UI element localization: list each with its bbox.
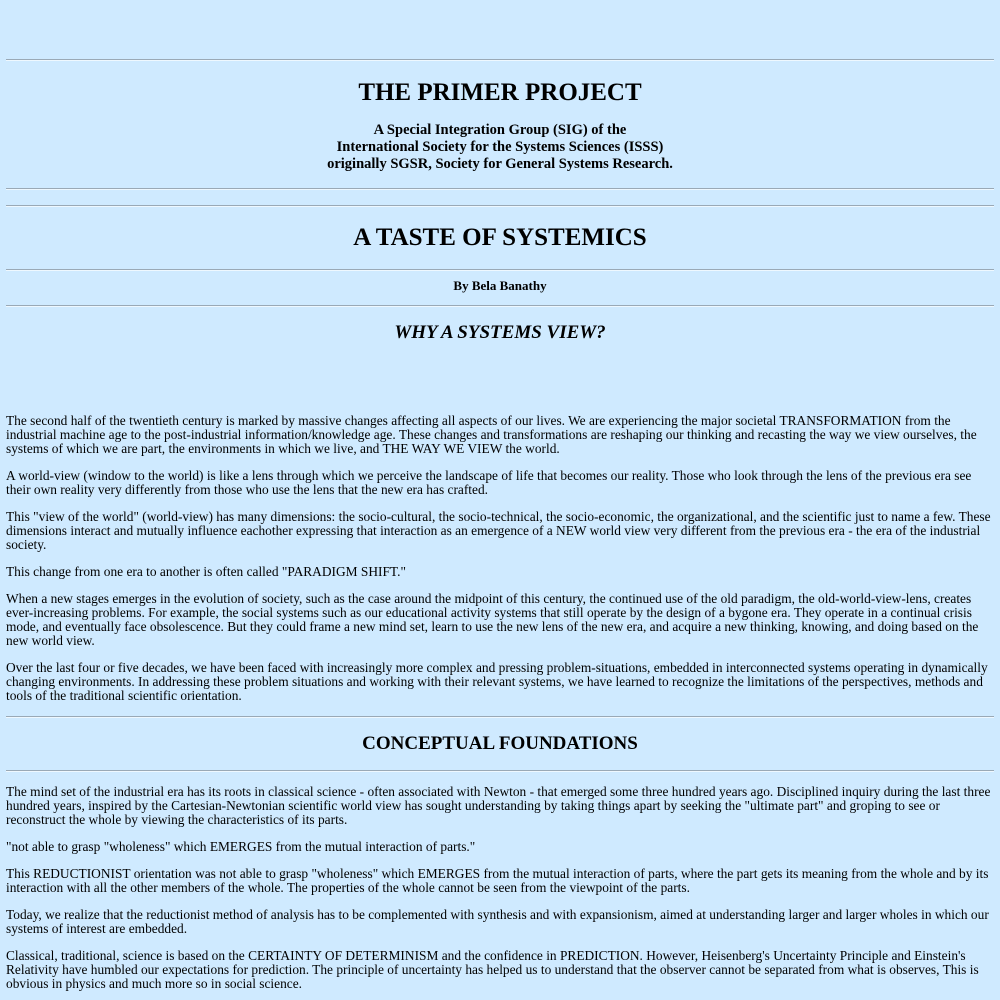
site-title: THE PRIMER PROJECT — [358, 79, 642, 106]
paragraph: Over the last four or five decades, we have been faced with increasingly more complex and pressing problem-situations, embedded in interconnected systems operating in dynamically changing environments. In addressing these problem situations and working with their relevant systems, we have learned to recognize the limitations of the perspectives, methods and tools of the traditional scientific orientation. — [6, 660, 988, 703]
paragraph: The second half of the twentieth century is marked by massive changes affecting all aspects of our lives. We are experiencing the major societal TRANSFORMATION from the industrial machine age to the post-industrial information/knowledge age. These changes and transformations are reshaping our thinking and recasting the way we view ourselves, the systems of which we are part, the environments in which we live, and THE WAY WE VIEW the world. — [6, 413, 977, 456]
subtitle-line: International Society for the Systems Sciences (ISSS) — [336, 139, 664, 155]
article-title: A TASTE OF SYSTEMICS — [353, 224, 647, 251]
section-heading-why: WHY A SYSTEMS VIEW? — [394, 322, 606, 343]
section-why-body — [6, 414, 994, 703]
paragraph: The mind set of the industrial era has its roots in classical science - often associated with Newton - that emerged some three hundred years ago. Disciplined inquiry during the last three hundred years, inspired by the Cartesian-Newtonian scientific world view has sought understanding by taking things apart by seeking the "ultimate part" and groping to see or reconstruct the whole by viewing the characteristics of its parts. — [6, 784, 991, 827]
site-subtitle — [6, 122, 994, 173]
paragraph: This REDUCTIONIST orientation was not able to grasp "wholeness" which EMERGES from the mutual interaction of parts, where the part gets its meaning from the whole and by its interaction with all the other members of the whole. The properties of the whole cannot be seen from the viewpoint of the parts. — [6, 866, 989, 895]
paragraph: "not able to grasp "wholeness" which EMERGES from the mutual interaction of parts." — [6, 839, 476, 854]
author-byline: By Bela Banathy — [453, 278, 547, 293]
paragraph: This change from one era to another is often called "PARADIGM SHIFT." — [6, 564, 406, 579]
subtitle-line: A Special Integration Group (SIG) of the — [373, 122, 627, 138]
subtitle-line: originally SGSR, Society for General Systems Research. — [327, 156, 673, 172]
paragraph: When a new stages emerges in the evolution of society, such as the case around the midpoint of this century, the continued use of the old paradigm, the old-world-view-lens, creates ever-increasing problems. For example, the social systems such as our educational activity systems that still operate by the design of a bygone era. They operate in a continual crisis mode, and eventually face obsolescence. But they could frame a new mind set, learn to use the new lens of the new era, and acquire a new thinking, knowing, and doing based on the new world view. — [6, 591, 979, 648]
paragraph: This "view of the world" (world-view) has many dimensions: the socio-cultural, the socio-technical, the socio-economic, the organizational, and the scientific just to name a few. These dimensions interact and mutually influence eachother expressing that interaction as an emergence of a NEW world view very different from the previous era - the era of the industrial society. — [6, 509, 991, 552]
paragraph: Classical, traditional, science is based on the CERTAINTY OF DETERMINISM and the confidence in PREDICTION. However, Heisenberg's Uncertainty Principle and Einstein's Relativity have humbled our expectations for prediction. The principle of uncertainty has helped us to understand that the observer cannot be separated from what is observes, This is obvious in physics and much more so in social science. — [6, 948, 979, 991]
section-foundations-body — [6, 785, 994, 991]
section-heading-foundations: CONCEPTUAL FOUNDATIONS — [362, 733, 638, 754]
page-content — [6, 0, 994, 991]
paragraph: Today, we realize that the reductionist method of analysis has to be complemented with synthesis and with expansionism, aimed at understanding larger and larger wholes in which our systems of interest are embedded. — [6, 907, 989, 936]
paragraph: A world-view (window to the world) is like a lens through which we perceive the landscape of life that becomes our reality. Those who look through the lens of the previous era see their own reality very differently from those who use the lens that the new era has crafted. — [6, 468, 972, 497]
